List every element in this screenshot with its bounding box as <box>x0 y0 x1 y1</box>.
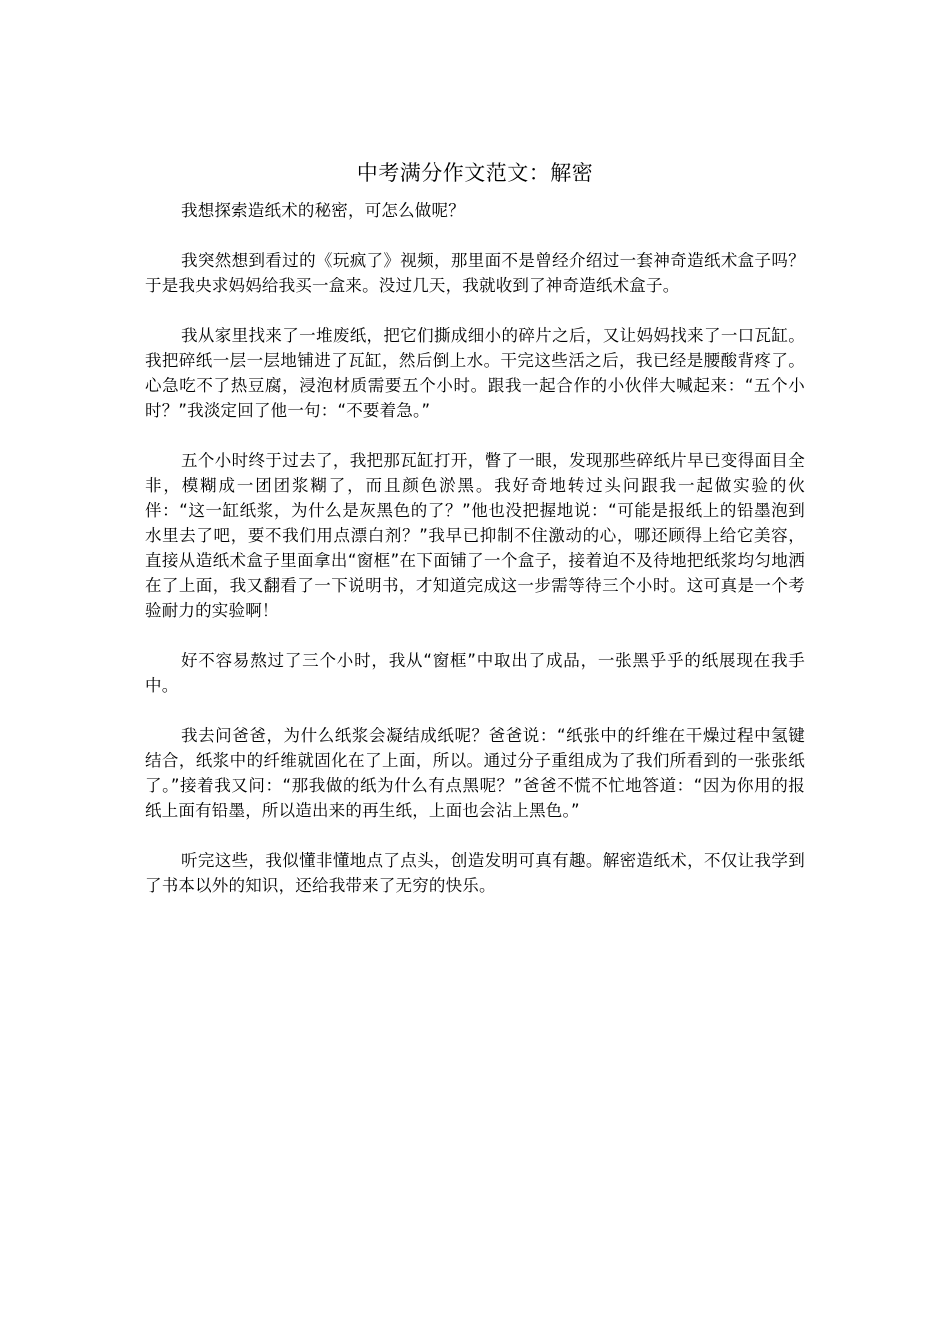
paragraph-6: 我去问爸爸，为什么纸浆会凝结成纸呢？爸爸说：“纸张中的纤维在干燥过程中氢键结合，纸浆中的纤维就固化在了上面，所以。通过分子重组成为了我们所看到的一张张纸了。”接着我又问：“那我做的纸为什么有点黑呢？”爸爸不慌不忙地答道：“因为你用的报纸上面有铅墨，所以造出来的再生纸，上面也会沾上黑色。” <box>145 726 805 820</box>
paragraph-1: 我想探索造纸术的秘密，可怎么做呢？ <box>181 201 465 220</box>
paragraph-5: 好不容易熬过了三个小时，我从“窗框”中取出了成品，一张黑乎乎的纸展现在我手中。 <box>145 651 805 695</box>
document-title: 中考满分作文范文：解密 <box>356 161 594 185</box>
document-body <box>145 198 805 923</box>
paragraph-2: 我突然想到看过的《玩疯了》视频，那里面不是曾经介绍过一套神奇造纸术盒子吗？于是我央求妈妈给我买一盒来。没过几天，我就收到了神奇造纸术盒子。 <box>145 251 805 295</box>
paragraph-4: 五个小时终于过去了，我把那瓦缸打开，瞥了一眼，发现那些碎纸片早已变得面目全非，模糊成一团团浆糊了，而且颜色淤黑。我好奇地转过头问跟我一起做实验的伙伴：“这一缸纸浆，为什么是灰黑色的了？”他也没把握地说：“可能是报纸上的铅墨泡到水里去了吧，要不我们用点漂白剂？”我早已抑制不住激动的心，哪还顾得上给它美容，直接从造纸术盒子里面拿出“窗框”在下面铺了一个盒子，接着迫不及待地把纸浆均匀地洒在了上面，我又翻看了一下说明书，才知道完成这一步需等待三个小时。这可真是一个考验耐力的实验啊！ <box>145 451 805 620</box>
paragraph-3: 我从家里找来了一堆废纸，把它们撕成细小的碎片之后，又让妈妈找来了一口瓦缸。我把碎纸一层一层地铺进了瓦缸，然后倒上水。干完这些活之后，我已经是腰酸背疼了。心急吃不了热豆腐，浸泡材质需要五个小时。跟我一起合作的小伙伴大喊起来：“五个小时？”我淡定回了他一句：“不要着急。” <box>145 326 805 420</box>
paragraph-7: 听完这些，我似懂非懂地点了点头，创造发明可真有趣。解密造纸术，不仅让我学到了书本以外的知识，还给我带来了无穷的快乐。 <box>145 851 805 895</box>
